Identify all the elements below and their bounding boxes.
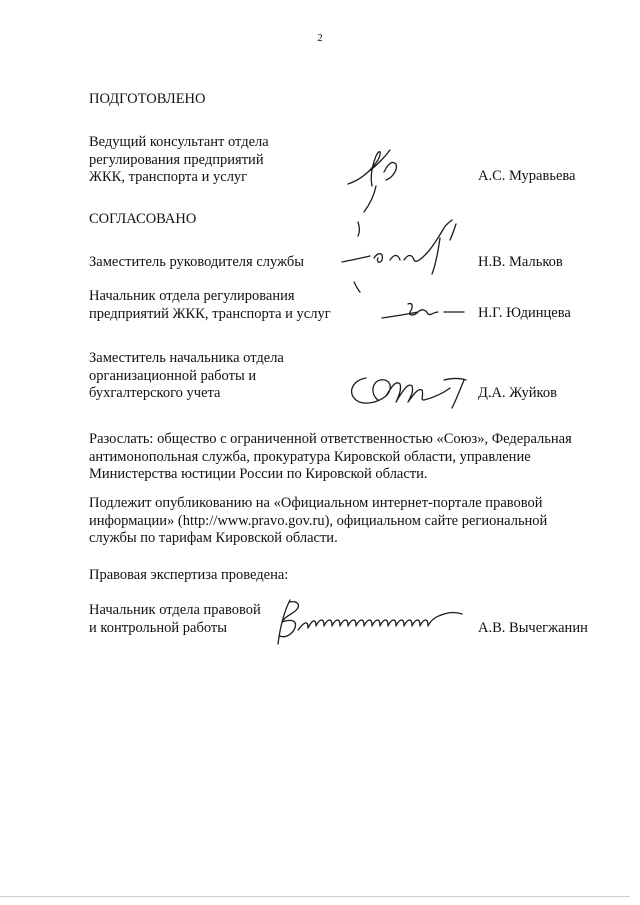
position-line: Заместитель руководителя службы [89, 254, 305, 270]
distribution-paragraph [89, 431, 593, 484]
publication-line: Подлежит опубликованию на «Официальном интернет-портале правовой [89, 495, 543, 511]
position-line: регулирования предприятий [89, 151, 264, 168]
position-line: предприятий ЖКК, транспорта и услуг [89, 305, 331, 322]
publication-line: службы по тарифам Кировской области. [89, 530, 338, 546]
distribution-line: Разослать: общество с ограниченной ответственностью «Союз», Федеральная [89, 431, 572, 447]
signer-name: Д.А. Жуйков [478, 385, 557, 401]
legal-review-position [89, 602, 261, 637]
signer-name: Н.В. Мальков [478, 254, 563, 270]
position-line: Начальник отдела регулирования [89, 288, 295, 304]
prepared-name: А.С. Муравьева [478, 168, 576, 184]
signer-position [89, 254, 304, 272]
position-line: Ведущий консультант отдела [89, 134, 269, 150]
signer-position [89, 350, 284, 403]
signer-position [89, 288, 331, 323]
agreed-heading: СОГЛАСОВАНО [89, 211, 197, 227]
position-line: организационной работы и [89, 367, 257, 384]
signer-name: Н.Г. Юдинцева [478, 305, 571, 321]
legal-review-name: А.В. Вычегжанин [478, 620, 588, 636]
position-line: и контрольной работы [89, 619, 227, 636]
page-number: 2 [317, 32, 323, 44]
signature-vychegzhanin [268, 596, 468, 648]
prepared-heading: ПОДГОТОВЛЕНО [89, 91, 206, 107]
page-bottom-edge [0, 896, 630, 897]
prepared-position [89, 134, 269, 187]
signature-zhuikov [346, 368, 471, 410]
position-line: Заместитель начальника отдела [89, 350, 284, 366]
signature-yudintseva [378, 296, 468, 326]
publication-line: информации» (http://www.pravo.gov.ru), официальном сайте региональной [89, 512, 548, 529]
distribution-line: Министерства юстиции России по Кировской области. [89, 466, 428, 482]
signature-muraveva [340, 142, 410, 214]
position-line: Начальник отдела правовой [89, 602, 261, 618]
position-line: ЖКК, транспорта и услуг [89, 169, 248, 185]
publication-paragraph [89, 495, 593, 548]
position-line: бухгалтерского учета [89, 385, 221, 401]
distribution-line: антимонопольная служба, прокуратура Кировской области, управление [89, 448, 531, 465]
signature-malkov [338, 218, 468, 298]
legal-review-statement: Правовая экспертиза проведена: [89, 567, 289, 583]
